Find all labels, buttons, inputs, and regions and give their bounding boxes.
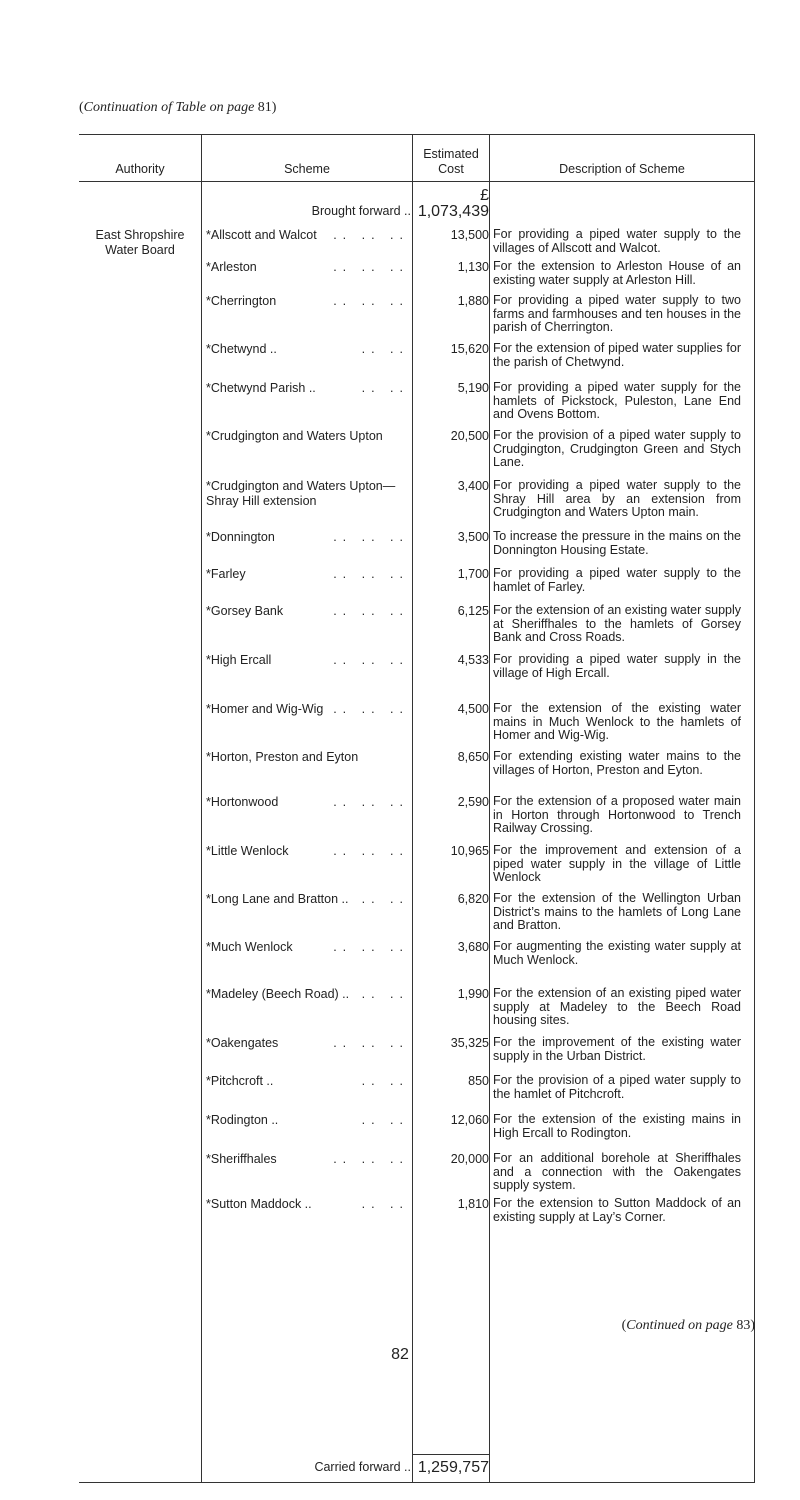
scheme-cost: 1,810 — [457, 1197, 489, 1211]
scheme-cost: 6,820 — [457, 892, 489, 906]
table-right-rule — [754, 134, 755, 1483]
scheme-description: For providing a piped water supply in the village of High Ercall. — [493, 652, 741, 680]
scheme-cost: 15,620 — [450, 342, 489, 356]
cost-divider — [489, 134, 490, 1483]
scheme-description: For providing a piped water supply for the hamlets of Pickstock, Puleston, Lane End and Ovens Bottom. — [493, 380, 741, 421]
continuation-note: (Continuation of Table on page 81) — [79, 100, 277, 115]
scheme-description: To increase the pressure in the mains on the Donnington Housing Estate. — [493, 529, 741, 557]
scheme-cost: 1,880 — [457, 294, 489, 308]
scheme-name: *Horton, Preston and Eyton — [206, 750, 359, 764]
scheme-description: For extending existing water mains to the villages of Horton, Preston and Eyton. — [493, 749, 741, 777]
scheme-description: For providing a piped water supply to the hamlet of Farley. — [493, 566, 741, 594]
scheme-cost: 4,500 — [457, 702, 489, 716]
scheme-name: *Crudgington and Waters Upton— Shray Hill extension — [206, 479, 396, 508]
scheme-description: For the extension of an existing water supply at Sheriffhales to the hamlets of Gorsey Bank and Cross Roads. — [493, 603, 741, 644]
carried-forward-value: 1,259,757 — [417, 1459, 489, 1476]
carried-forward-label: Carried forward .. — [314, 1460, 411, 1474]
header-rule — [79, 181, 755, 182]
header-description: Description of Scheme — [559, 162, 685, 176]
scheme-description: For providing a piped water supply to the Shray Hill area by an extension from Crudgington and Waters Upton main. — [493, 478, 741, 519]
scheme-cost: 850 — [468, 1074, 489, 1088]
scheme-name: *Arleston .. .. .. — [206, 260, 409, 274]
scheme-name: *Hortonwood .. .. .. — [206, 795, 409, 809]
scheme-description: For providing a piped water supply to two farms and farmhouses and ten houses in the parish of Cherrington. — [493, 293, 741, 334]
scheme-name: *Allscott and Walcot .. .. .. — [206, 228, 409, 242]
table-bottom-rule — [79, 1482, 755, 1483]
scheme-description: For an additional borehole at Sheriffhales and a connection with the Oakengates supply system. — [493, 1151, 741, 1192]
scheme-cost: 4,533 — [457, 653, 489, 667]
scheme-cost: 20,500 — [450, 429, 489, 443]
scheme-name: *Chetwynd Parish .. .. .. — [206, 381, 409, 395]
scheme-cost: 3,400 — [457, 479, 489, 493]
table-top-rule — [79, 134, 755, 135]
scheme-description: For the extension of a proposed water main in Horton through Hortonwood to Trench Railway Crossing. — [493, 794, 741, 835]
scheme-description: For the extension of an existing piped water supply at Madeley to the Beech Road housing sites. — [493, 986, 741, 1027]
header-estimated-cost: Estimated Cost — [423, 147, 479, 176]
currency-symbol: £ — [480, 187, 489, 204]
scheme-name: *Rodington .. .. .. — [206, 1113, 409, 1127]
scheme-description: For the extension to Sutton Maddock of an existing supply at Lay’s Corner. — [493, 1196, 741, 1224]
scheme-cost: 1,700 — [457, 567, 489, 581]
scheme-name: *Oakengates .. .. .. — [206, 1036, 409, 1050]
brought-forward-value: 1,073,439 — [417, 203, 489, 220]
scheme-cost: 3,680 — [457, 940, 489, 954]
scheme-description: For the extension of the existing water mains in Much Wenlock to the hamlets of Homer and Wig-Wig. — [493, 701, 741, 742]
scheme-cost: 12,060 — [450, 1113, 489, 1127]
scheme-cost: 13,500 — [450, 228, 489, 242]
scheme-name: *Crudgington and Waters Upton — [206, 429, 383, 443]
scheme-name: *Farley .. .. .. — [206, 567, 409, 581]
scheme-name: *High Ercall .. .. .. — [206, 653, 409, 667]
scheme-description: For providing a piped water supply to the villages of Allscott and Walcot. — [493, 227, 741, 255]
scheme-cost: 8,650 — [457, 750, 489, 764]
scheme-description: For the improvement and extension of a piped water supply in the village of Little Wenlock — [493, 843, 741, 884]
total-rule — [413, 1454, 489, 1455]
scheme-cost: 1,990 — [457, 987, 489, 1001]
scheme-name: *Gorsey Bank .. .. .. — [206, 604, 409, 618]
schemes-table — [79, 134, 755, 1500]
scheme-cost: 10,965 — [450, 844, 489, 858]
scheme-description: For the improvement of the existing water supply in the Urban District. — [493, 1035, 741, 1063]
page-number: 82 — [391, 1346, 409, 1363]
scheme-name: *Cherrington .. .. .. — [206, 294, 409, 308]
scheme-description: For the provision of a piped water supply to the hamlet of Pitchcroft. — [493, 1073, 741, 1101]
scheme-description: For the extension of piped water supplies for the parish of Chetwynd. — [493, 341, 741, 369]
scheme-cost: 5,190 — [457, 381, 489, 395]
scheme-divider — [412, 134, 413, 1483]
brought-forward-label: Brought forward .. — [311, 204, 411, 218]
scheme-description: For the extension to Arleston House of an existing water supply at Arleston Hill. — [493, 259, 741, 287]
scheme-cost: 6,125 — [457, 604, 489, 618]
scheme-name: *Much Wenlock .. .. .. — [206, 940, 409, 954]
scheme-name: *Donnington .. .. .. — [206, 530, 409, 544]
scheme-cost: 20,000 — [450, 1152, 489, 1166]
scheme-description: For the extension of the existing mains in High Ercall to Rodington. — [493, 1112, 741, 1140]
scheme-description: For augmenting the existing water supply at Much Wenlock. — [493, 939, 741, 967]
scheme-name: *Long Lane and Bratton .. .. .. — [206, 892, 409, 906]
header-scheme: Scheme — [284, 162, 330, 176]
continued-note: (Continued on page 83) — [621, 1318, 755, 1333]
scheme-name: *Little Wenlock .. .. .. — [206, 844, 409, 858]
scheme-description: For the extension of the Wellington Urban District’s mains to the hamlets of Long Lane and Bratton. — [493, 891, 741, 932]
scheme-name: *Sutton Maddock .. .. .. — [206, 1197, 409, 1211]
authority-name: East Shropshire Water Board — [95, 228, 185, 257]
scheme-cost: 3,500 — [457, 530, 489, 544]
scheme-cost: 35,325 — [450, 1036, 489, 1050]
scheme-name: *Sheriffhales .. .. .. — [206, 1152, 409, 1166]
header-authority: Authority — [115, 162, 165, 176]
scheme-cost: 1,130 — [457, 260, 489, 274]
scheme-cost: 2,590 — [457, 795, 489, 809]
scheme-name: *Chetwynd .. .. .. — [206, 342, 409, 356]
scheme-name: *Pitchcroft .. .. .. — [206, 1074, 409, 1088]
scheme-description: For the provision of a piped water supply to Crudgington, Crudgington Green and Stych Lane. — [493, 428, 741, 469]
scheme-name: *Homer and Wig-Wig .. .. .. — [206, 702, 409, 716]
authority-divider — [201, 134, 202, 1483]
scheme-name: *Madeley (Beech Road) .. .. .. — [206, 987, 409, 1001]
